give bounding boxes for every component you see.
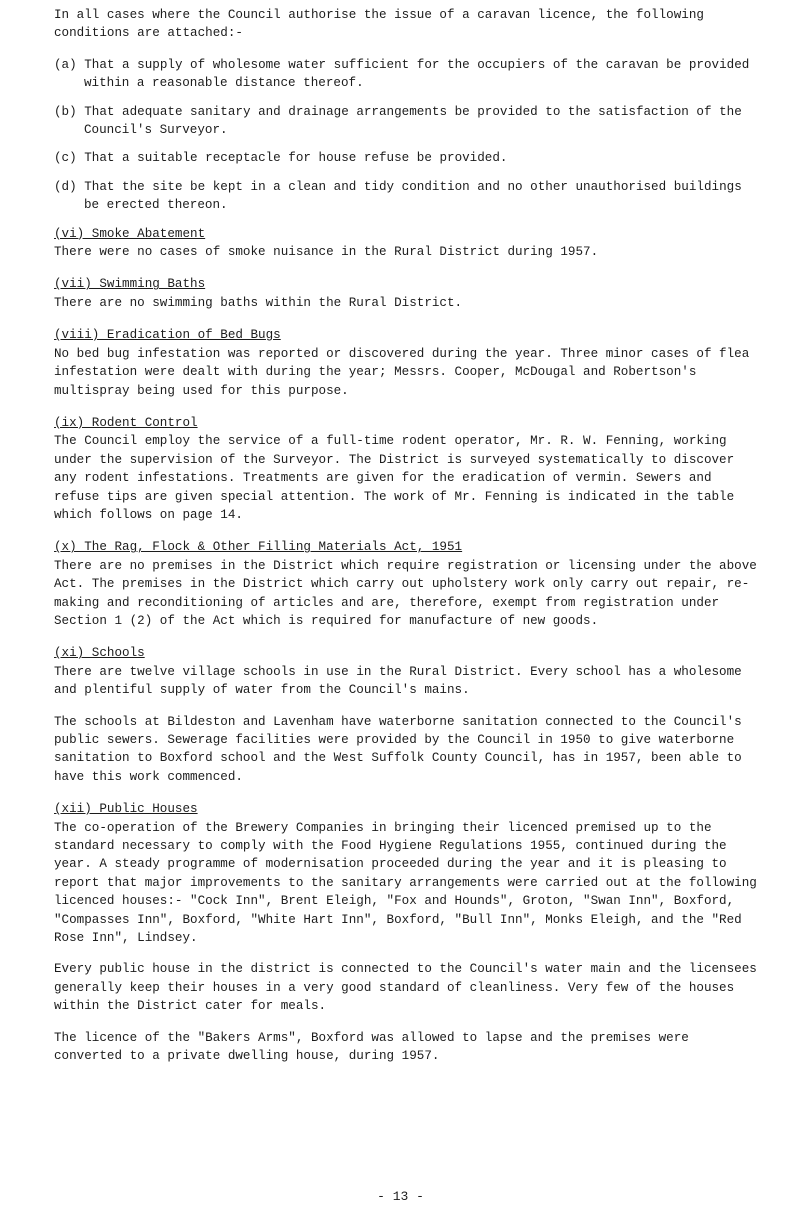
section-heading: (viii) Eradication of Bed Bugs [54,328,281,343]
condition-label: (b) [54,104,77,119]
condition-c [54,149,762,167]
section-heading: (ix) Rodent Control [54,415,198,430]
condition-text: That the site be kept in a clean and tidy condition and no other unauthorised buildings be erected thereon. [84,179,742,213]
section-paragraph: There were no cases of smoke nuisance in the Rural District during 1957. [54,245,599,260]
section-rag-flock-act [54,538,762,630]
condition-a [54,56,762,93]
intro-paragraph: In all cases where the Council authorise the issue of a caravan licence, the following conditions are attached:- [54,8,704,41]
section-paragraph: Every public house in the district is connected to the Council's water main and the licensees generally keep their houses in a very good standard of cleanliness. Very few of the houses within the District cater for meals. [54,962,757,1014]
document-page [54,6,762,1080]
section-rodent-control [54,414,762,524]
section-bed-bugs [54,326,762,400]
section-heading: (vi) Smoke Abatement [54,226,206,241]
section-swimming-baths [54,275,762,312]
condition-d [54,178,762,215]
condition-label: (c) [54,151,77,166]
condition-text: That a supply of wholesome water sufficient for the occupiers of the caravan be provided within a reasonable distance thereof. [84,57,750,91]
page-number: - 13 - [377,1189,424,1204]
section-paragraph: There are no premises in the District which require registration or licensing under the above Act. The premises in the District which carry out upholstery work only carry out repair, re-making and reconditioning of articles and are, therefore, exempt from registration under Section 1 (2) of the Act which is required for manufacture of new goods. [54,558,757,628]
conditions-list [54,56,762,215]
section-public-houses [54,800,762,1065]
section-paragraph: The licence of the "Bakers Arms", Boxford was allowed to lapse and the premises were converted to a private dwelling house, during 1957. [54,1030,689,1064]
condition-label: (a) [54,57,77,72]
section-heading: (x) The Rag, Flock & Other Filling Materials Act, 1951 [54,540,463,555]
section-heading: (xi) Schools [54,646,145,661]
condition-text: That a suitable receptacle for house refuse be provided. [84,151,508,166]
condition-label: (d) [54,179,77,194]
condition-b [54,103,762,140]
section-paragraph: The co-operation of the Brewery Companies in bringing their licenced premised up to the standard necessary to comply with the Food Hygiene Regulations 1955, continued during the year. A steady programme of modernisation proceeded during the year and it is pleasing to report that major improvements to the sanitary arrangements were carried out at the following licenced houses:- "Cock Inn", Brent Eleigh, "Fox and Hounds", Groton, "Swan Inn", Boxford, "Compasses Inn", Boxford, "White Hart Inn", Boxford, "Bull Inn", Monks Eleigh, and the "Red Rose Inn", Lindsey. [54,820,757,946]
condition-text: That adequate sanitary and drainage arrangements be provided to the satisfaction of the Council's Surveyor. [84,104,742,138]
section-smoke-abatement [54,225,762,262]
section-schools [54,644,762,786]
section-paragraph: The Council employ the service of a full-time rodent operator, Mr. R. W. Fenning, working under the supervision of the Surveyor. The District is surveyed systematically to discover any rodent infestations. Treatments are given for the eradication of vermin. Sewers and refuse tips are given special attention. The work of Mr. Fenning is indicated in the table which follows on page 14. [54,434,735,522]
section-heading: (xii) Public Houses [54,802,198,817]
section-paragraph: There are no swimming baths within the Rural District. [54,295,463,310]
section-paragraph: The schools at Bildeston and Lavenham have waterborne sanitation connected to the Council's public sewers. Sewerage facilities were provided by the Council in 1950 to give waterborne sanitation to Boxford school and the West Suffolk County Council, has in 1957, been able to have this work commenced. [54,714,742,784]
section-paragraph: There are twelve village schools in use in the Rural District. Every school has a wholesome and plentiful supply of water from the Council's mains. [54,664,742,698]
section-heading: (vii) Swimming Baths [54,277,206,292]
section-paragraph: No bed bug infestation was reported or discovered during the year. Three minor cases of flea infestation were dealt with during the year; Messrs. Cooper, McDougal and Robertson's multispray being used for this purpose. [54,346,750,398]
